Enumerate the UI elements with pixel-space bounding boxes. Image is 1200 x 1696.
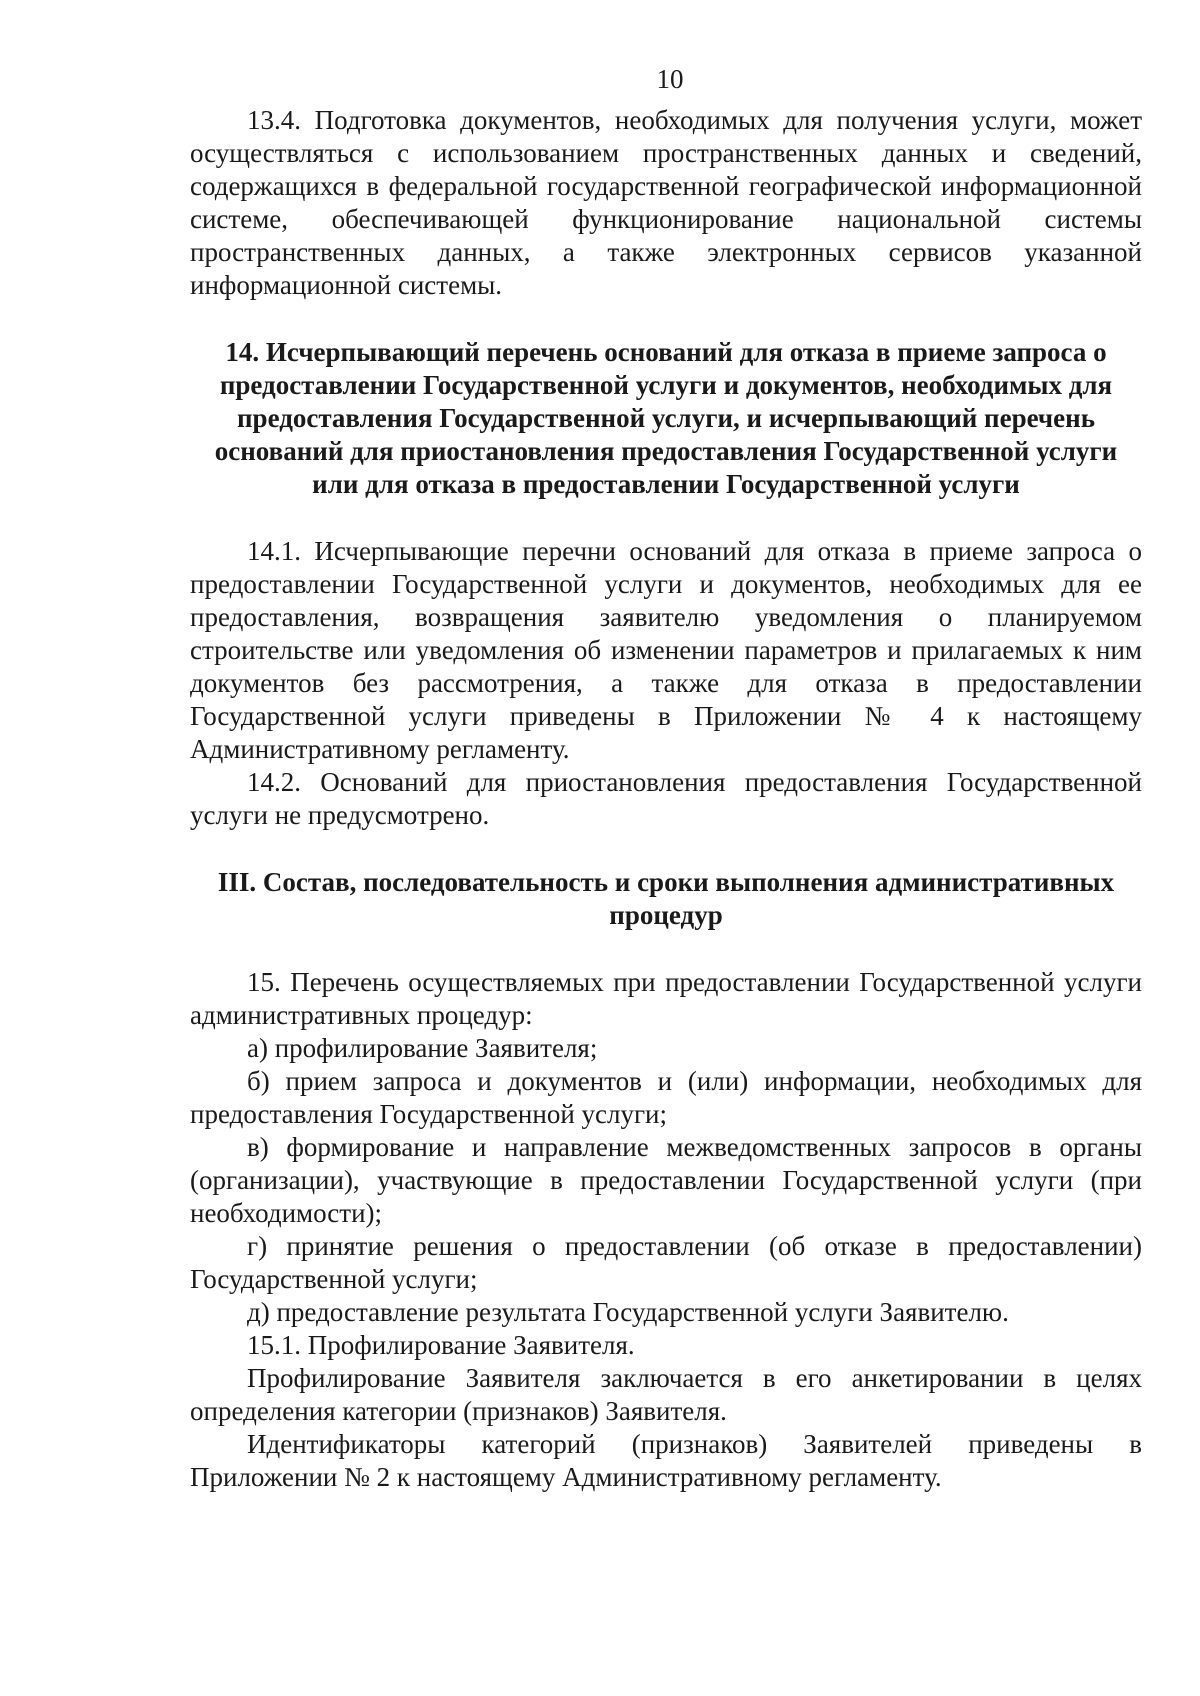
document-page <box>190 62 1142 1494</box>
list-item-b: б) прием запроса и документов и (или) информации, необходимых для предоставления Государственной услуги; <box>190 1066 1142 1129</box>
paragraph-13-4: 13.4. Подготовка документов, необходимых для получения услуги, может осуществляться с использованием пространственных данных и сведений, содержащихся в федеральной государственной географической информационной системе, обеспечивающей функционирование национальной системы пространственных данных, а также электронных сервисов указанной информационной системы. <box>190 105 1142 300</box>
list-item-g: г) принятие решения о предоставлении (об отказе в предоставлении) Государственной услуги; <box>190 1231 1142 1294</box>
list-item-v: в) формирование и направление межведомственных запросов в органы (организации), участвующие в предоставлении Государственной услуги (при необходимости); <box>190 1132 1142 1228</box>
paragraph-15: 15. Перечень осуществляемых при предоставлении Государственной услуги административных процедур: <box>190 967 1142 1030</box>
paragraph-15-1-profiling: Профилирование Заявителя заключается в его анкетировании в целях определения категории (признаков) Заявителя. <box>190 1363 1142 1426</box>
paragraph-15-1: 15.1. Профилирование Заявителя. <box>247 1330 635 1360</box>
paragraph-14-2: 14.2. Оснований для приостановления предоставления Государственной услуги не предусмотрено. <box>190 767 1142 830</box>
paragraph-14-1: 14.1. Исчерпывающие перечни оснований для отказа в приеме запроса о предоставлении Государственной услуги и документов, необходимых для ее предоставления, возвращения заявителю уведомления о планируемом строительстве или уведомления об изменении параметров и прилагаемых к ним документов без рассмотрения, а также для отказа в предоставлении Государственной услуги приведены в Приложении № 4 к настоящему Административному регламенту. <box>190 536 1142 764</box>
list-item-d: д) предоставление результата Государственной услуги Заявителю. <box>247 1297 1009 1327</box>
list-item-a: а) профилирование Заявителя; <box>247 1033 598 1063</box>
page-number: 10 <box>656 64 684 94</box>
heading-section-iii: III. Состав, последовательность и сроки выполнения административных процедур <box>217 867 1115 930</box>
heading-section-14: 14. Исчерпывающий перечень оснований для отказа в приеме запроса о предоставлении Государственной услуги и документов, необходимых для предоставления Государственной услуги, и исчерпывающий перечень оснований для приостановления предоставления Государственной услуги или для отказа в предоставлении Государственной услуги <box>214 337 1118 499</box>
paragraph-15-1-identifiers: Идентификаторы категорий (признаков) Заявителей приведены в Приложении № 2 к настоящему Административному регламенту. <box>190 1429 1142 1492</box>
